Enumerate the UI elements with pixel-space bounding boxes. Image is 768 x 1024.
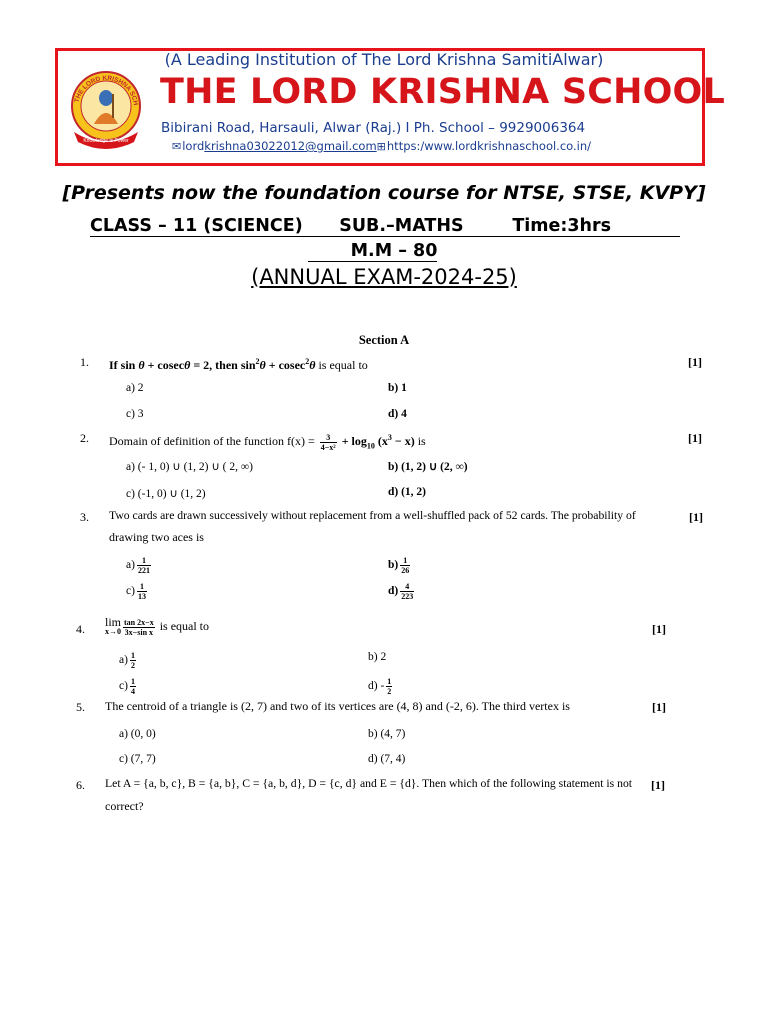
web-icon: ⊞ <box>376 140 386 153</box>
question-text-line-2: correct? <box>105 799 144 813</box>
question-text-line-1: Two cards are drawn successively without replacement from a well-shuffled pack of 52 cards. The probability of <box>109 509 636 522</box>
school-logo <box>68 68 144 150</box>
exam-title: (ANNUAL EXAM-2024-25) <box>251 265 517 289</box>
question-marks: [1] <box>689 510 703 524</box>
question-number: 3. <box>80 510 89 524</box>
question-marks: [1] <box>652 622 666 636</box>
school-name: THE LORD KRISHNA SCHOOL <box>160 72 726 112</box>
option-a: a) $\frac{1}{221}$ <box>126 556 150 575</box>
question-number: 6. <box>76 778 85 792</box>
option-a: a) $\frac{1}{2}$ <box>119 651 135 670</box>
option-c: c) 3 <box>126 408 144 420</box>
email-link[interactable]: krishna03022012@gmail.com <box>204 139 377 153</box>
option-b: b) 1 <box>388 382 407 394</box>
option-d: d) (7, 4) <box>368 753 406 765</box>
option-d: d) 4 <box>388 408 407 420</box>
option-c: c) $\frac{1}{4}$ <box>119 677 135 696</box>
question-number: 2. <box>80 431 89 445</box>
question-marks: [1] <box>688 355 702 369</box>
course-banner: [Presents now the foundation course for NTSE, STSE, KVPY] <box>62 182 706 204</box>
max-marks: M.M – 80 <box>308 241 438 261</box>
option-c: c) $\frac{1}{13}$ <box>126 582 146 601</box>
logo-ring-text: THE LORD KRISHNA SCH <box>73 74 139 106</box>
option-c: c) (7, 7) <box>119 753 156 765</box>
contact-line <box>172 139 591 153</box>
section-title: Section A <box>358 333 410 347</box>
question-text-line-2: drawing two aces is <box>109 530 204 544</box>
option-d: d) - $\frac{1}{2}$ <box>368 677 392 696</box>
website-link[interactable]: https:/www.lordkrishnaschool.co.in/ <box>386 139 592 153</box>
question-marks: [1] <box>651 778 665 792</box>
question-text-line-1: Let A = {a, b, c}, B = {a, b}, C = {a, b, d}, D = {c, d} and E = {d}. Then which of the following statement is not <box>105 777 633 790</box>
option-b: b) (4, 7) <box>368 728 406 740</box>
question-text: lim x→0 $\frac{\tan 2x-x}{\text{3x−sin x}}$ is equal to <box>105 615 210 637</box>
question-marks: [1] <box>652 700 666 714</box>
question-text: If sin θ + cosecθ = 2, then $\sin^2\theta + cosec^2\theta$ is equal to <box>109 357 368 372</box>
question-text: Domain of definition of the function f(x) = $\frac{3}{\text{4−x²}}$ + $\log_{10} (x^3 - x)$ is <box>109 432 426 452</box>
option-d: d) (1, 2) <box>388 486 427 498</box>
question-number: 4. <box>76 622 85 636</box>
email-prefix: lord <box>182 139 205 153</box>
question-number: 5. <box>76 700 85 714</box>
class-subject-time: CLASS – 11 (SCIENCE) SUB.–MATHS Time:3hrs <box>90 216 680 237</box>
option-d: d) $\frac{4}{223}$ <box>388 582 414 601</box>
option-c: c) (-1, 0) ∪ (1, 2) <box>126 488 206 500</box>
question-text: The centroid of a triangle is (2, 7) and two of its vertices are (4, 8) and (-2, 6). The third vertex is <box>105 699 570 713</box>
question-number: 1. <box>80 355 89 369</box>
school-address: Bibirani Road, Harsauli, Alwar (Raj.) I Ph. School – 9929006364 <box>161 120 586 136</box>
option-b: b) (1, 2) ∪ (2, ∞) <box>388 461 468 473</box>
option-a: a) 2 <box>126 382 144 394</box>
logo-motto: Knowledge is Power <box>83 138 129 144</box>
email-icon: ✉ <box>172 140 182 153</box>
tagline: (A Leading Institution of The Lord Krishna SamitiAlwar) <box>164 50 604 69</box>
option-a: a) (- 1, 0) ∪ (1, 2) ∪ ( 2, ∞) <box>126 461 253 473</box>
option-b: b) 2 <box>368 651 387 663</box>
option-a: a) (0, 0) <box>119 728 156 740</box>
school-logo-emblem-icon <box>68 68 144 150</box>
question-marks: [1] <box>688 431 702 445</box>
option-b: b) $\frac{1}{26}$ <box>388 556 410 575</box>
